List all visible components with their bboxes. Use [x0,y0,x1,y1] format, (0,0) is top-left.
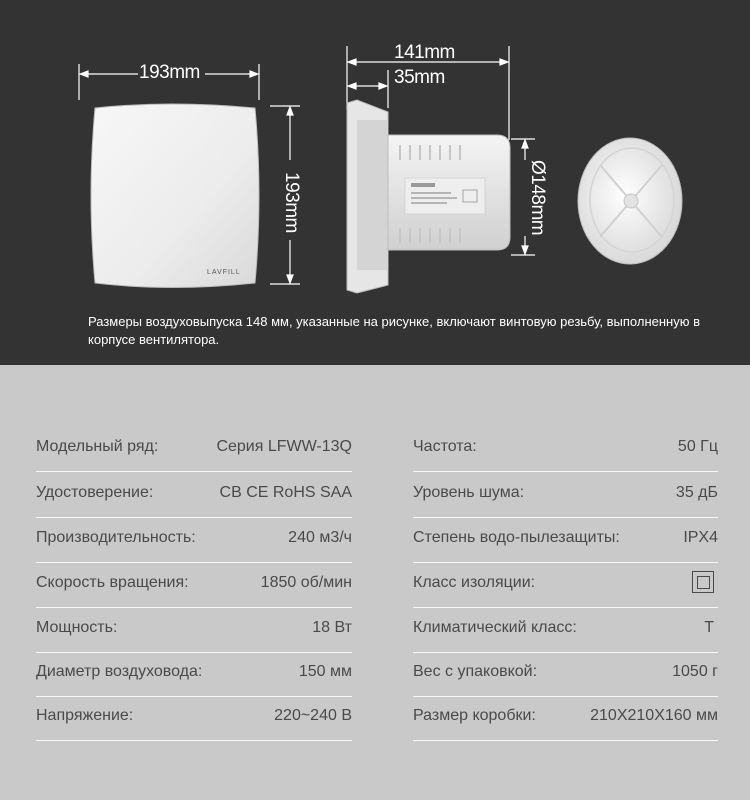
divider [413,696,718,697]
spec-value: 240 м3/ч [288,529,352,546]
fan-side-view [347,100,510,293]
product-drawings [0,0,750,365]
divider [36,517,352,518]
spec-label: Размер коробки: [413,707,536,724]
depth-flange-label: 35mm [394,67,445,88]
divider [413,652,718,653]
brand-logo: LAVFILL [207,269,241,276]
spec-label: Скорость вращения: [36,574,189,591]
spec-label: Климатический класс: [413,619,577,636]
divider [413,740,718,741]
spec-value: Серия LFWW-13Q [216,438,352,455]
spec-row-noise-level [413,480,718,510]
panel-height-label: 193mm [281,172,302,233]
spec-label: Удостоверение: [36,484,154,501]
spec-label: Степень водо-пылезащиты: [413,529,620,546]
divider [36,471,352,472]
spec-row-power [36,615,352,645]
spec-value: IPX4 [683,529,718,546]
spec-row-climate-class [413,615,718,645]
divider [413,562,718,563]
spec-row-duct-diameter [36,659,352,689]
spec-row-voltage [36,703,352,733]
divider [36,740,352,741]
spec-value: CB CE RoHS SAA [219,484,352,501]
spec-row-box-size [413,703,718,733]
spec-label: Класс изоляции: [413,574,536,591]
dimension-note: Размеры воздуховыпуска 148 мм, указанные на рисунке, включают винтовую резьбу, выполненную в корпусе вентилятора. [88,314,700,347]
spec-value: T [704,619,714,636]
product-dimensions-panel [0,0,750,365]
spec-label: Производительность: [36,529,196,546]
divider [36,607,352,608]
spec-row-certification [36,480,352,510]
spec-label: Уровень шума: [413,484,525,501]
spec-value: 35 дБ [675,484,718,501]
double-square-insulation-icon [692,571,714,593]
spec-value: 18 Вт [312,619,352,636]
divider [413,471,718,472]
spec-row-model-series [36,434,352,464]
spec-label: Модельный ряд: [36,438,159,455]
spec-value: 220~240 В [274,707,352,724]
spec-value: 50 Гц [677,438,718,455]
divider [36,562,352,563]
spec-value: 150 мм [298,663,352,680]
spec-row-frequency [413,434,718,464]
spec-row-airflow [36,525,352,555]
spec-row-rotation-speed [36,570,352,600]
spec-label: Напряжение: [36,707,134,724]
divider [413,517,718,518]
spec-row-ingress-protection [413,525,718,555]
spec-label: Диаметр воздуховода: [36,663,203,680]
panel-width-label: 193mm [139,62,200,83]
depth-total-label: 141mm [394,42,455,63]
front-panel [91,104,259,288]
spec-row-insulation-class [413,570,718,600]
divider [36,652,352,653]
spec-label: Частота: [413,438,477,455]
spec-value: 1050 г [672,663,718,680]
spec-row-packed-weight [413,659,718,689]
duct-diameter-label: Ø148mm [527,160,548,236]
spec-value: 1850 об/мин [260,574,352,591]
spec-label: Мощность: [36,619,118,636]
spec-label: Вес с упаковкой: [413,663,538,680]
divider [413,607,718,608]
check-valve-disc [578,138,682,264]
divider [36,696,352,697]
spec-value: 210X210X160 мм [590,707,718,724]
